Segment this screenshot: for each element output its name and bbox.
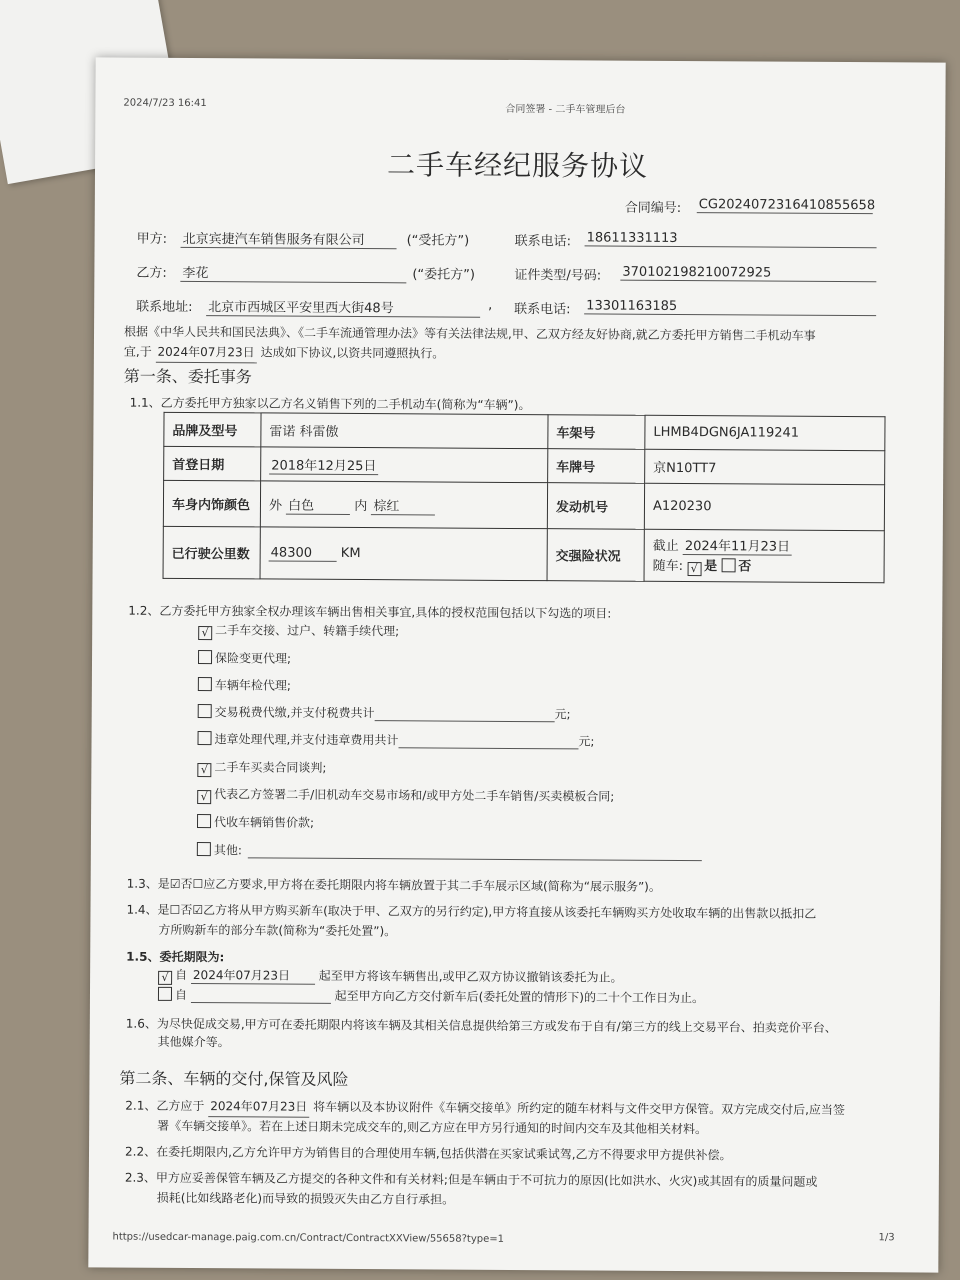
party-b-name: 李花 <box>180 262 406 283</box>
no-checkbox <box>721 558 735 572</box>
party-a-phone-label: 联系电话: <box>514 233 572 250</box>
mileage-value: 48300 <box>269 545 337 561</box>
clause-1-5-option-a <box>158 966 623 988</box>
option-item <box>197 758 326 778</box>
engine-value: A120230 <box>644 483 884 530</box>
comma: , <box>488 297 493 313</box>
intro-date: 2024年07月23日 <box>155 342 256 364</box>
reg-date-value: 2018年12月25日 <box>269 454 378 475</box>
ins-until-prefix: 截止 <box>652 538 679 554</box>
mileage-unit: KM <box>340 545 361 561</box>
mileage-cell <box>260 527 547 581</box>
party-b-id-label: 证件类型/号码: <box>514 267 602 284</box>
party-b-phone-label: 联系电话: <box>514 301 571 318</box>
option-item <box>198 703 571 722</box>
option-checkbox <box>198 650 212 664</box>
term-b-blank <box>191 988 331 1004</box>
party-a-label: 甲方: <box>136 231 168 247</box>
ins-with-car-label: 随车: <box>652 558 684 575</box>
clause-1-1: 1.1、乙方委托甲方独家以乙方名义销售下列的二手机动车(简称为“车辆”)。 <box>129 395 531 413</box>
party-b-label: 乙方: <box>136 265 167 281</box>
option-label: 二手车交接、过户、转籍手续代理; <box>215 623 400 639</box>
option-label: 违章处理代理,并支付违章费用共计 <box>214 732 399 748</box>
contract-no: CG2024072316410855658 <box>697 197 873 214</box>
clause-2-3a: 2.3、甲方应妥善保管车辆及乙方提交的各种文件和有关材料;但是车辆由于不可抗力的原因(比如洪水、火灾)或其固有的质量问题或 <box>124 1170 818 1189</box>
option-label: 代表乙方签署二手/旧机动车交易市场和/或甲方处二手车销售/买卖模板合同; <box>214 787 615 804</box>
clause-2-1b: 署《车辆交接单》。若在上述日期未完成交车的,则乙方应在甲方另行通知的时间内交车及其他相关材料。 <box>157 1118 708 1137</box>
brand-value: 雷诺 科雷傲 <box>261 413 548 449</box>
tax-amount-blank <box>374 706 554 722</box>
intro-suffix: 达成如下协议,以资共同遵照执行。 <box>260 345 445 361</box>
color-label: 车身内饰颜色 <box>163 480 260 527</box>
option-item <box>197 785 614 807</box>
option-checkbox <box>197 814 211 828</box>
brand-label: 品牌及型号 <box>164 412 261 447</box>
term-b-text: 起至甲方向乙方交付新车后(委托处置的情形下)的二十个工作日为止。 <box>334 988 705 1006</box>
yes-label: 是 <box>704 559 718 575</box>
no-label: 否 <box>738 559 752 575</box>
clause-1-2: 1.2、乙方委托甲方独家全权办理该车辆出售相关事宜,具体的授权范围包括以下勾选的项目: <box>128 603 612 621</box>
option-item <box>197 813 314 831</box>
clause-1-4a: 1.4、是☐否☑乙方将从甲方购买新车(取决于甲、乙双方的另行约定),甲方将直接从该委托车辆购买方处收取车辆的出售款以抵扣乙 <box>126 902 817 921</box>
outer-prefix: 外 <box>268 497 283 514</box>
option-item <box>198 676 291 694</box>
insurance-with-car <box>653 555 876 577</box>
clause-1-5-option-b <box>158 986 704 1006</box>
clause-2-2: 2.2、在委托期限内,乙方允许甲方为销售目的合理使用车辆,包括供潜在买家试乘试驾,乙方不得要求甲方提供补偿。 <box>124 1144 732 1163</box>
option-checkbox <box>197 842 211 856</box>
clause-1-6a: 1.6、为尽快促成交易,甲方可在委托期限内将该车辆及其相关信息提供给第三方或发布于自有/第三方的线上交易平台、拍卖竞价平台、 <box>125 1016 837 1035</box>
insurance-until <box>653 535 876 556</box>
table-row <box>163 526 884 582</box>
reg-date-cell <box>261 447 548 483</box>
term-a-checkbox: √ <box>158 971 172 985</box>
term-a-text: 起至甲方将该车辆售出,或甲乙双方协议撤销该委托为止。 <box>318 968 623 985</box>
violation-amount-blank <box>398 733 578 749</box>
address-label: 联系地址: <box>136 299 193 316</box>
address: 北京市西城区平安里西大街48号 <box>206 296 480 318</box>
engine-label: 发动机号 <box>547 483 644 530</box>
outer-color: 白色 <box>286 494 350 514</box>
print-datetime: 2024/7/23 16:41 <box>123 97 207 110</box>
option-tail: 元; <box>554 707 571 722</box>
mileage-label: 已行驶公里数 <box>163 526 260 579</box>
option-checkbox <box>198 731 212 745</box>
party-b-id-no: 370102198210072925 <box>620 265 876 283</box>
option-label: 车辆年检代理; <box>214 678 291 693</box>
article1-title: 第一条、委托事务 <box>123 366 252 387</box>
delivery-date: 2024年07月23日 <box>208 1096 309 1118</box>
term-a-from: 自 <box>175 967 188 982</box>
ins-until-date: 2024年11月23日 <box>683 535 792 556</box>
option-item <box>198 649 291 667</box>
party-a-name: 北京宾捷汽车销售服务有限公司 <box>181 228 397 249</box>
reg-date-label: 首登日期 <box>164 446 261 481</box>
plate-label: 车牌号 <box>548 449 645 484</box>
clause-2-1-rest: 将车辆以及本协议附件《车辆交接单》所约定的随车材料与文件交甲方保管。双方完成交付后,应当签 <box>313 1099 846 1118</box>
party-b-phone: 13301163185 <box>584 298 876 316</box>
option-checkbox: √ <box>198 626 212 640</box>
table-row <box>164 446 885 484</box>
option-label: 其他: <box>213 843 242 858</box>
print-app-title: 合同签署 - 二手车管理后台 <box>505 103 626 116</box>
clause-2-1-prefix: 2.1、乙方应于 <box>125 1098 205 1114</box>
term-start-date: 2024年07月23日 <box>191 966 315 985</box>
intro-line-1: 根据《中华人民共和国民法典》、《二手车流通管理办法》等有关法律法规,甲、乙双方经友好协商,就乙方委托甲方销售二手机动车事 <box>123 324 816 343</box>
table-row <box>163 480 884 530</box>
contract-no-label: 合同编号: <box>624 200 682 216</box>
inner-prefix: 内 <box>354 498 368 514</box>
option-checkbox <box>198 704 212 718</box>
option-item <box>198 621 399 641</box>
term-b-checkbox <box>158 987 172 1001</box>
page-number: 1/3 <box>878 1232 895 1244</box>
option-checkbox <box>198 677 212 691</box>
term-b-from: 自 <box>174 987 188 1002</box>
insurance-label: 交强险状况 <box>547 529 644 582</box>
party-a-role: (“受托方”) <box>406 233 470 249</box>
page-title: 二手车经纪服务协议 <box>386 148 649 183</box>
table-row <box>164 412 885 450</box>
option-tail: 元; <box>578 734 595 749</box>
clause-1-5-title: 1.5、委托期限为: <box>126 949 225 965</box>
option-item <box>197 730 594 749</box>
plate-value: 京N10TT7 <box>645 449 885 484</box>
contract-page <box>88 57 945 1272</box>
article2-title: 第二条、车辆的交付,保管及风险 <box>119 1068 349 1089</box>
option-label: 交易税费代缴,并支付税费共计 <box>214 705 375 721</box>
color-cell <box>260 481 547 529</box>
vin-label: 车架号 <box>548 415 645 450</box>
footer-url: https://usedcar-manage.paig.com.cn/Contract/ContractXXView/55658?type=1 <box>112 1231 505 1245</box>
option-checkbox: √ <box>197 763 211 777</box>
clause-1-4b: 方所购新车的部分车款(简称为“委托处置”)。 <box>158 922 397 939</box>
clause-2-3b: 损耗(比如线路老化)而导致的损毁灭失由乙方自行承担。 <box>156 1190 455 1207</box>
clause-1-3: 1.3、是☑否☐应乙方要求,甲方将在委托期限内将车辆放置于其二手车展示区域(简称为“展示服务”)。 <box>126 876 661 894</box>
option-label: 保险变更代理; <box>214 651 292 666</box>
option-label: 二手车买卖合同谈判; <box>214 760 327 775</box>
party-b-role: (“委托方”) <box>412 267 476 283</box>
party-a-phone: 18611331113 <box>585 230 877 248</box>
option-item <box>197 841 702 861</box>
intro-prefix: 宜,于 <box>123 344 152 359</box>
insurance-cell <box>644 529 884 582</box>
other-blank <box>248 843 702 861</box>
option-checkbox: √ <box>197 790 211 804</box>
vehicle-table <box>163 412 886 583</box>
inner-color: 棕红 <box>371 495 435 515</box>
vin-value: LHMB4DGN6JA119241 <box>645 415 885 450</box>
option-label: 代收车辆销售价款; <box>213 815 315 830</box>
clause-1-6b: 其他媒介等。 <box>157 1034 230 1050</box>
yes-checkbox: √ <box>687 562 701 576</box>
